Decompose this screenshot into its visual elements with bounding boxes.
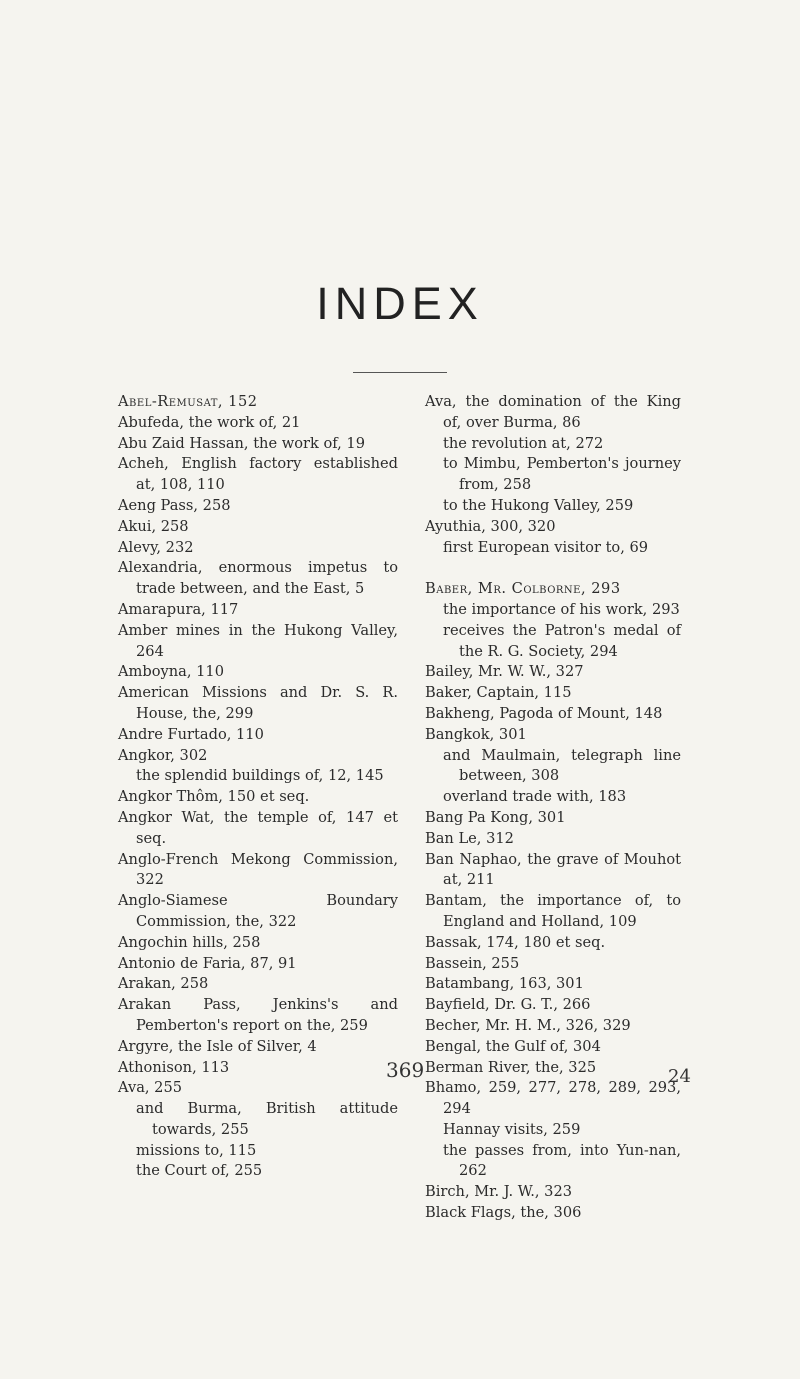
index-entry-heading: Berman River, the, 325 (425, 1058, 597, 1076)
index-entry-heading: Ayuthia, 300, 320 (425, 517, 556, 535)
index-entry-heading: Anglo-Siamese Boundary Commission, the, 322 (118, 892, 398, 930)
index-subentry: overland trade with, 183 (443, 788, 627, 806)
index-entry (118, 496, 398, 517)
index-entry-heading: Abel-Remusat, 152 (118, 393, 258, 410)
index-entry-heading: Arakan Pass, Jenkins's and Pemberton's report on the, 259 (118, 996, 398, 1034)
index-entry-heading: Bassein, 255 (425, 954, 520, 972)
page-number: 369 (386, 1058, 425, 1082)
index-entry (425, 891, 681, 933)
index-entry-heading: Antonio de Faria, 87, 91 (118, 954, 297, 972)
index-entry-heading: Bantam, the importance of, to England and Holland, 109 (425, 892, 681, 930)
index-entry (118, 454, 398, 496)
index-entry (425, 517, 681, 559)
index-entry (425, 1078, 681, 1182)
index-entry (425, 995, 681, 1016)
index-entry (118, 413, 398, 434)
index-entry (425, 954, 681, 975)
index-entry-heading: Ava, 255 (118, 1079, 183, 1097)
index-entry-heading: Amarapura, 117 (118, 600, 239, 618)
index-entry (425, 704, 681, 725)
index-entry (118, 434, 398, 455)
index-entry-heading: Ban Naphao, the grave of Mouhot at, 211 (425, 850, 681, 889)
index-entry (118, 683, 398, 725)
index-entry (118, 850, 398, 892)
index-column-left (118, 392, 398, 1182)
index-entry (425, 829, 681, 850)
index-entry (425, 662, 681, 683)
index-entry (118, 995, 398, 1037)
title-rule (353, 372, 447, 373)
index-entry-heading: Bakheng, Pagoda of Mount, 148 (425, 704, 663, 722)
index-entry (425, 1058, 681, 1079)
index-entry (425, 808, 681, 829)
index-entry (425, 579, 681, 662)
index-entry-heading: Bailey, Mr. W. W., 327 (425, 663, 584, 681)
index-entry-heading: Baker, Captain, 115 (425, 684, 572, 702)
index-entry-heading: Andre Furtado, 110 (118, 725, 264, 743)
index-entry-heading: Angkor Thôm, 150 et seq. (118, 788, 310, 806)
index-entry-heading: Abu Zaid Hassan, the work of, 19 (118, 434, 365, 452)
index-entry-heading: Amber mines in the Hukong Valley, 264 (118, 621, 398, 660)
index-entry-heading: Becher, Mr. H. M., 326, 329 (425, 1016, 631, 1034)
index-entry-heading: Alevy, 232 (118, 538, 194, 556)
index-entry (425, 933, 681, 954)
index-entry (118, 746, 398, 788)
index-subentry: Hannay visits, 259 (443, 1120, 581, 1138)
index-entry (118, 600, 398, 621)
index-entry-heading: Bayfield, Dr. G. T., 266 (425, 996, 591, 1014)
index-entry-heading: Acheh, English factory established at, 108, 110 (118, 455, 398, 494)
index-entry-heading: Angochin hills, 258 (118, 933, 261, 951)
index-entry (118, 1037, 398, 1058)
index-subentry: first European visitor to, 69 (443, 538, 649, 556)
index-entry-heading: Anglo-French Mekong Commission, 322 (118, 850, 398, 889)
index-entry-heading: American Missions and Dr. S. R. House, the, 299 (118, 684, 398, 722)
index-entry (425, 683, 681, 704)
index-entry-heading: Ban Le, 312 (425, 829, 514, 847)
index-entry-heading: Aeng Pass, 258 (118, 496, 231, 514)
index-subentry: receives the Patron's medal of the R. G. Society, 294 (443, 621, 681, 660)
index-column-right (425, 392, 681, 1224)
index-entry-heading: Athonison, 113 (118, 1058, 230, 1076)
index-entry-heading: Arakan, 258 (118, 975, 209, 993)
index-entry (118, 974, 398, 995)
index-entry-heading: Abufeda, the work of, 21 (118, 413, 301, 431)
index-entry-heading: Baber, Mr. Colborne, 293 (425, 580, 621, 598)
index-entry (118, 954, 398, 975)
index-entry (118, 787, 398, 808)
index-subentry: to the Hukong Valley, 259 (443, 496, 634, 514)
index-entry-heading: Angkor, 302 (118, 746, 208, 764)
index-entry (425, 392, 681, 517)
index-entry (425, 850, 681, 892)
index-entry-heading: Argyre, the Isle of Silver, 4 (118, 1037, 317, 1055)
index-entry (118, 891, 398, 933)
index-entry (425, 1203, 681, 1224)
index-entry (118, 933, 398, 954)
index-entry-heading: Bengal, the Gulf of, 304 (425, 1037, 601, 1055)
index-subentry: and Maulmain, telegraph line between, 308 (443, 746, 681, 785)
index-entry-heading: Angkor Wat, the temple of, 147 et seq. (118, 808, 398, 847)
index-entry-heading: Black Flags, the, 306 (425, 1204, 582, 1222)
index-entry-heading: Batambang, 163, 301 (425, 975, 584, 993)
index-entry-heading: Bangkok, 301 (425, 725, 527, 743)
index-subentry: the importance of his work, 293 (443, 600, 680, 618)
index-subentry: the splendid buildings of, 12, 145 (136, 767, 384, 785)
index-subentry: the passes from, into Yun-nan, 262 (443, 1141, 681, 1180)
index-entry (118, 725, 398, 746)
index-entry (425, 974, 681, 995)
index-entry-heading: Bang Pa Kong, 301 (425, 808, 566, 826)
index-entry (118, 517, 398, 538)
index-entry (425, 1037, 681, 1058)
signature-mark: 24 (668, 1066, 691, 1087)
index-entry-heading: Bassak, 174, 180 et seq. (425, 933, 606, 951)
index-entry-heading: Akui, 258 (118, 517, 189, 535)
index-subentry: the Court of, 255 (136, 1162, 263, 1180)
index-entry-heading: Alexandria, enormous impetus to trade between, and the East, 5 (118, 559, 398, 598)
index-entry (118, 662, 398, 683)
index-subentry: the revolution at, 272 (443, 434, 604, 452)
index-entry (118, 1058, 398, 1079)
index-subentry: missions to, 115 (136, 1141, 257, 1159)
index-entry (425, 1182, 681, 1203)
page-title: INDEX (316, 278, 484, 329)
index-entry (118, 538, 398, 559)
index-entry (118, 558, 398, 600)
index-entry (118, 808, 398, 850)
index-entry-heading: Birch, Mr. J. W., 323 (425, 1183, 573, 1201)
index-entry (118, 1078, 398, 1182)
index-entry (118, 392, 398, 413)
index-entry-heading: Bhamo, 259, 277, 278, 289, 293, 294 (425, 1079, 681, 1118)
index-entry-heading: Amboyna, 110 (118, 663, 224, 681)
index-entry-heading: Ava, the domination of the King of, over Burma, 86 (425, 393, 681, 431)
index-subentry: and Burma, British attitude towards, 255 (136, 1100, 398, 1138)
index-entry (425, 1016, 681, 1037)
index-entry (118, 621, 398, 663)
index-entry (425, 725, 681, 808)
index-subentry: to Mimbu, Pemberton's journey from, 258 (443, 455, 681, 494)
